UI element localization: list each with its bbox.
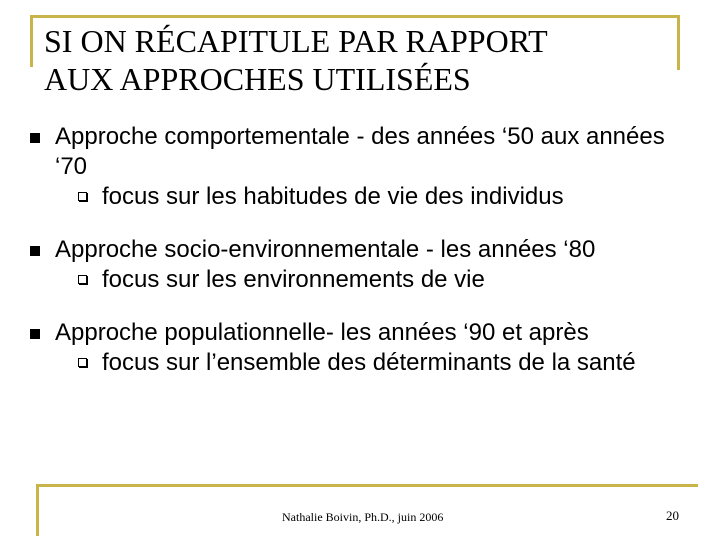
title-rule bbox=[30, 15, 33, 67]
footer-author: Nathalie Boivin, Ph.D., juin 2006 bbox=[282, 510, 444, 524]
sub-item-text: focus sur les habitudes de vie des individus bbox=[102, 183, 564, 210]
list-item bbox=[30, 318, 690, 377]
list-item bbox=[30, 122, 690, 211]
list-item-text: Approche comportementale - des années ‘50 aux années ‘70 bbox=[55, 123, 665, 180]
hollow-square-bullet-icon bbox=[78, 358, 87, 367]
footer-rule bbox=[36, 484, 698, 487]
list-item-text: Approche populationnelle- les années ‘90 et après bbox=[55, 319, 589, 346]
sub-item bbox=[78, 265, 690, 294]
hollow-square-bullet-icon bbox=[78, 192, 87, 201]
square-bullet-icon bbox=[30, 246, 40, 256]
list-item-text: Approche socio-environnementale - les années ‘80 bbox=[55, 236, 596, 263]
sub-item bbox=[78, 348, 690, 377]
slide-title bbox=[44, 22, 684, 98]
sub-item bbox=[78, 182, 690, 211]
sub-item-text: focus sur les environnements de vie bbox=[102, 266, 485, 293]
page-number: 20 bbox=[666, 508, 679, 523]
slide-title-line1: SI ON RÉCAPITULE PAR RAPPORT bbox=[44, 23, 548, 59]
hollow-square-bullet-icon bbox=[78, 275, 87, 284]
bullet-list bbox=[30, 122, 690, 401]
list-item bbox=[30, 235, 690, 294]
sub-item-text: focus sur l’ensemble des déterminants de la santé bbox=[102, 349, 636, 376]
square-bullet-icon bbox=[30, 329, 40, 339]
square-bullet-icon bbox=[30, 133, 40, 143]
footer-left-rule bbox=[36, 484, 39, 536]
slide-title-line2: AUX APPROCHES UTILISÉES bbox=[44, 61, 471, 97]
